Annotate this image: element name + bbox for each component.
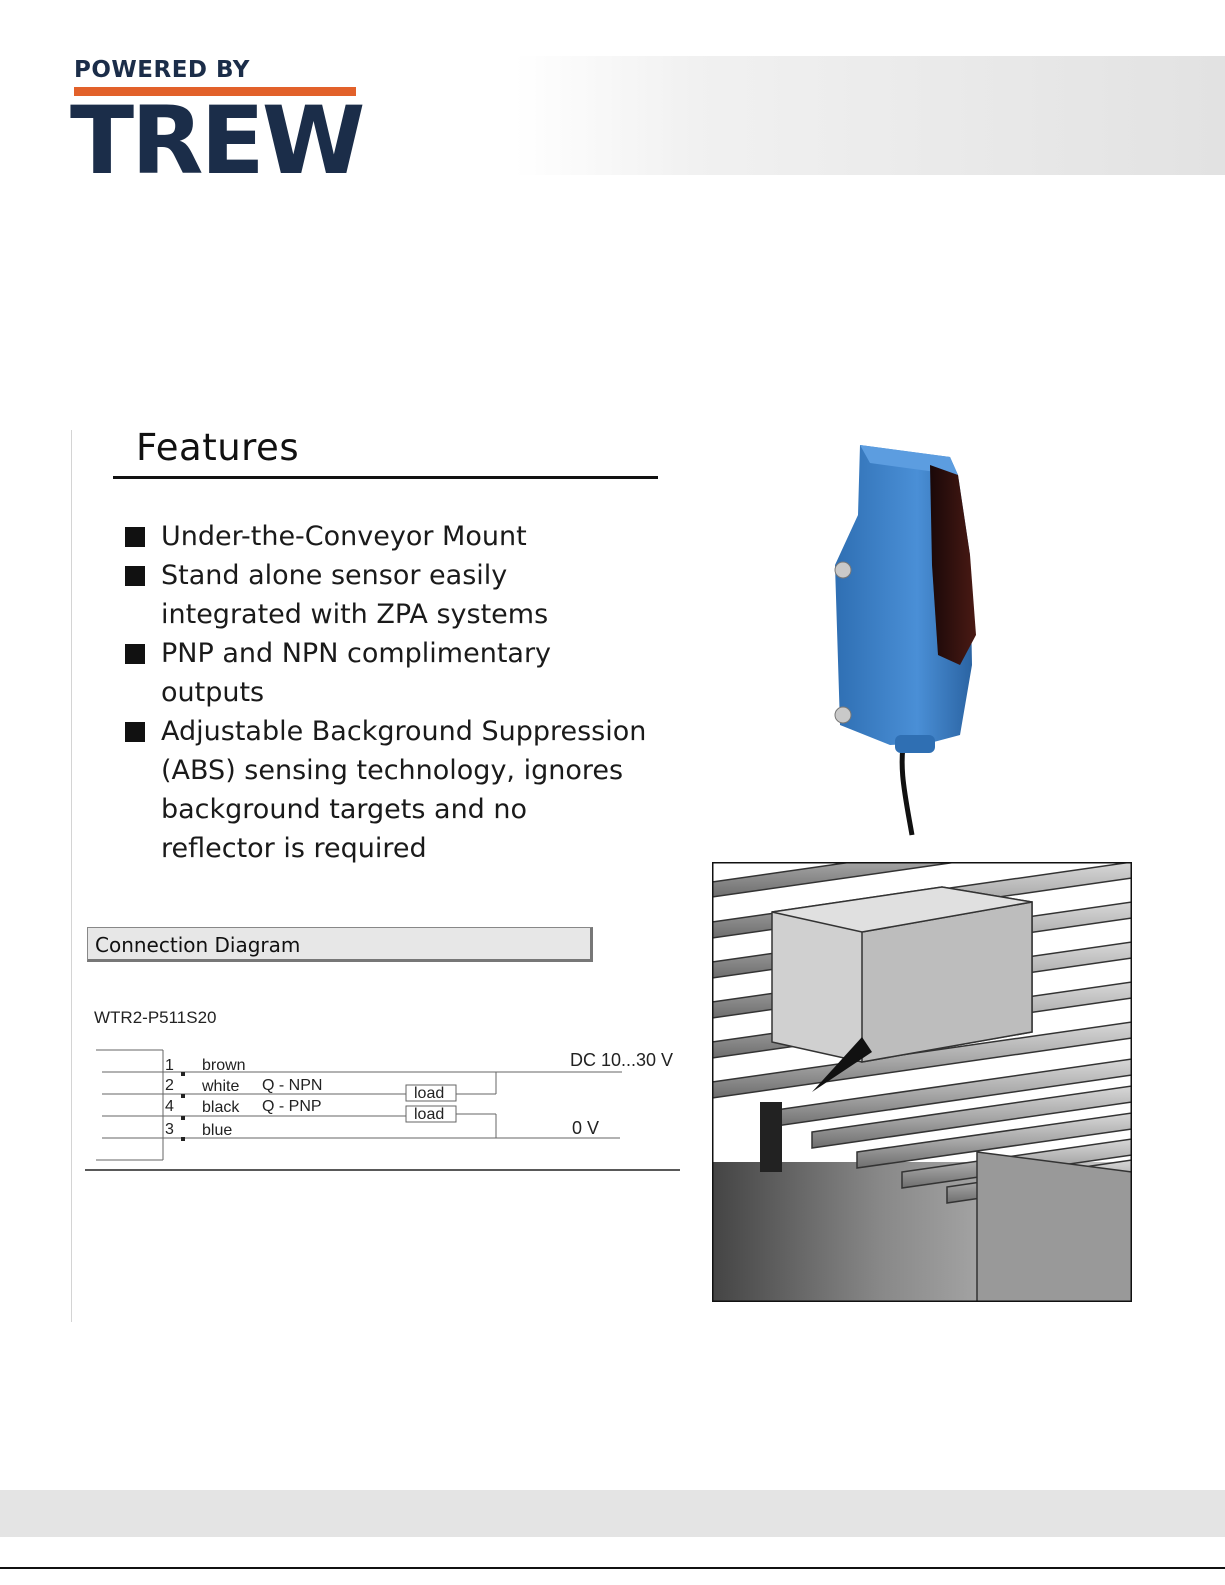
footer-band	[0, 1490, 1225, 1537]
feature-item	[122, 517, 682, 556]
wire-signal: Q - PNP	[262, 1098, 322, 1115]
feature-text-line: integrated with ZPA systems	[161, 599, 549, 630]
wire-color: white	[202, 1078, 240, 1095]
sensor-product-image	[780, 435, 1000, 840]
square-bullet-icon	[125, 527, 145, 547]
feature-item	[122, 556, 682, 634]
header-gradient-band	[515, 56, 1225, 175]
logo-trew: TREW	[70, 87, 363, 196]
left-border-rule	[71, 430, 72, 1322]
supply-voltage: DC 10...30 V	[570, 1050, 674, 1070]
feature-text-line: reflector is required	[161, 833, 427, 864]
pin-number: 2	[165, 1077, 174, 1094]
features-list	[122, 517, 682, 868]
feature-text-line: Adjustable Background Suppression	[161, 716, 647, 747]
footer-rule	[0, 1567, 1225, 1569]
wire-color: black	[202, 1099, 240, 1116]
pin-number: 3	[165, 1121, 174, 1138]
wire-signal: Q - NPN	[262, 1077, 323, 1094]
pin-number: 4	[165, 1098, 174, 1115]
load-label: load	[414, 1085, 445, 1102]
pin-number: 1	[165, 1057, 174, 1074]
feature-text-line: (ABS) sensing technology, ignores	[161, 755, 624, 786]
feature-text-line: PNP and NPN complimentary	[161, 638, 552, 669]
features-underline	[113, 476, 658, 479]
wire-color: blue	[202, 1122, 233, 1139]
ground-voltage: 0 V	[572, 1118, 600, 1138]
connection-diagram-title: Connection Diagram	[95, 933, 301, 957]
pin-dot	[181, 1137, 185, 1141]
square-bullet-icon	[125, 722, 145, 742]
feature-item	[122, 634, 682, 712]
pin-dot	[181, 1094, 185, 1098]
feature-text-line: Under-the-Conveyor Mount	[161, 521, 527, 552]
logo-powered-by: POWERED BY	[74, 57, 250, 83]
pin-dot	[181, 1116, 185, 1120]
model-number: WTR2-P511S20	[94, 1008, 217, 1027]
square-bullet-icon	[125, 644, 145, 664]
feature-item	[122, 712, 682, 868]
pin-dot	[181, 1072, 185, 1076]
feature-text-line: Stand alone sensor easily	[161, 560, 508, 591]
feature-text-line: background targets and no	[161, 794, 528, 825]
features-title: Features	[136, 426, 300, 469]
square-bullet-icon	[125, 566, 145, 586]
wire-color: brown	[202, 1057, 246, 1074]
conveyor-mount-illustration	[712, 862, 1132, 1302]
feature-text-line: outputs	[161, 677, 265, 708]
load-label: load	[414, 1106, 445, 1123]
